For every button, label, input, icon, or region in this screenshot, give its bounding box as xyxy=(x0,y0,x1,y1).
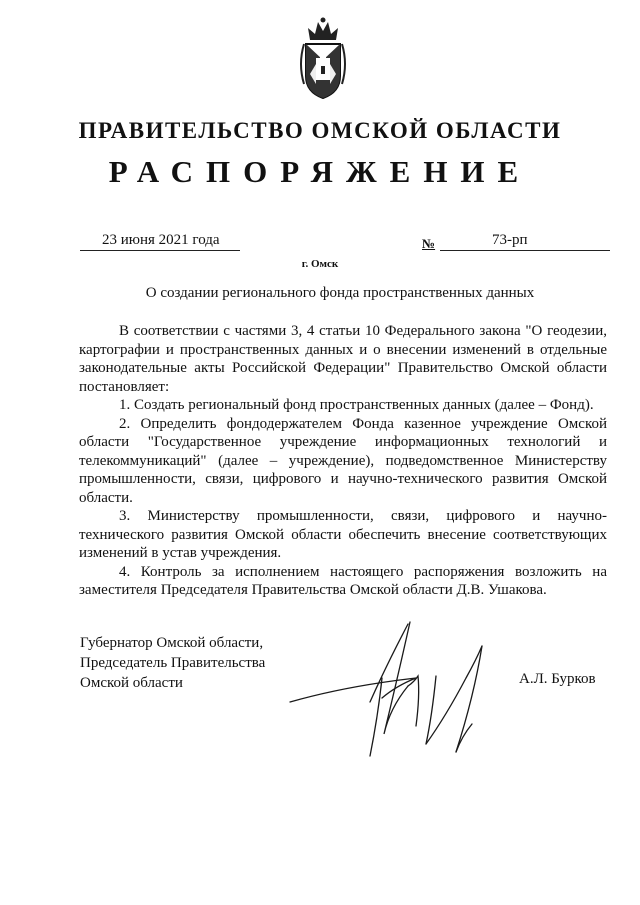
signer-position-line: Губернатор Омской области, xyxy=(80,635,264,651)
omsk-coat-of-arms-icon xyxy=(296,14,350,102)
body-paragraph-1: 1. Создать региональный фонд пространственных данных (далее – Фонд). xyxy=(119,397,594,413)
date-field xyxy=(80,232,240,251)
body-paragraph-2: 2. Определить фондодержателем Фонда казенное учреждение Омской области "Государственное учреждение информационных технологий и телекоммуникаций" (далее – учреждение), подведомственное Министерству промышленности, связи, цифрового и научно-технического развития Омской области. xyxy=(79,415,607,506)
document-type-title: РАСПОРЯЖЕНИЕ xyxy=(108,154,532,189)
signer-position-line: Председатель Правительства xyxy=(80,655,266,671)
number-sign: № xyxy=(422,236,436,251)
city-label: г. Омск xyxy=(301,258,339,270)
handwritten-signature-icon xyxy=(286,616,506,766)
signer-position-line: Омской области xyxy=(80,675,183,691)
document-body xyxy=(79,322,607,600)
signer-position xyxy=(80,633,265,693)
body-paragraph-3: 3. Министерству промышленности, связи, цифрового и научно-технического развития Омской области обеспечить внесение соответствующих изменений в устав учреждения. xyxy=(79,508,607,561)
number-field xyxy=(440,232,610,251)
document-date: 23 июня 2021 года xyxy=(102,232,220,248)
document-number: 73-рп xyxy=(492,232,528,248)
body-paragraph-4: 4. Контроль за исполнением настоящего распоряжения возложить на заместителя Председателя Правительства Омской области Д.В. Ушакова. xyxy=(79,563,607,598)
body-paragraph-preamble: В соответствии с частями 3, 4 статьи 10 Федерального закона "О геодезии, картографии и пространственных данных и о внесении изменений в отдельные законодательные акты Российской Федерации" Правительство Омской области постановляет: xyxy=(79,323,607,395)
signer-name: А.Л. Бурков xyxy=(519,671,596,687)
organization-title: ПРАВИТЕЛЬСТВО ОМСКОЙ ОБЛАСТИ xyxy=(78,118,562,143)
document-subject: О создании регионального фонда пространственных данных xyxy=(145,285,535,301)
